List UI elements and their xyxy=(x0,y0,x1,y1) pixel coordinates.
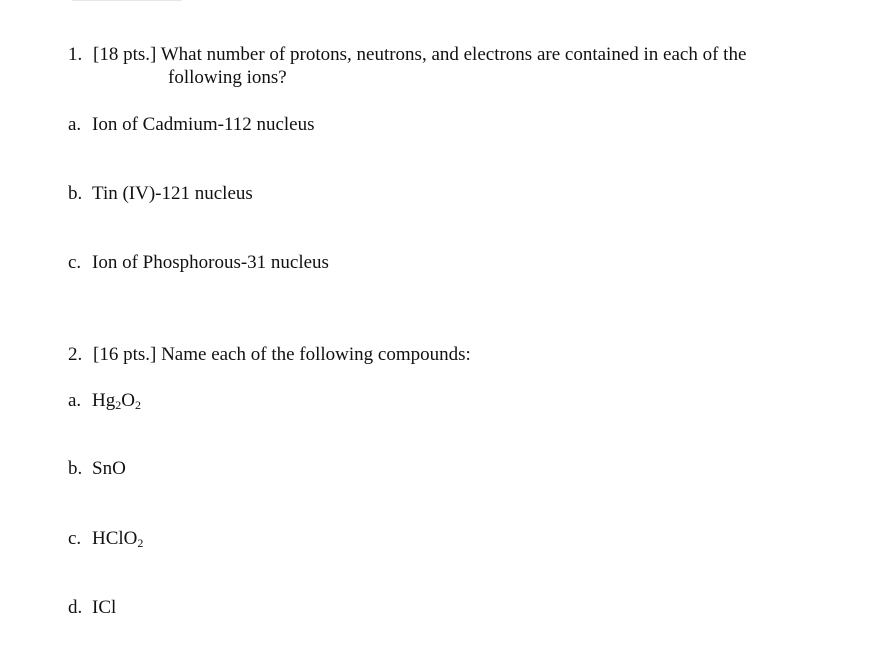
question-1-item-b-letter: b. xyxy=(68,183,83,204)
question-1-item-c-text: Ion of Phosphorous-31 nucleus xyxy=(92,252,329,273)
question-2-item-b-formula xyxy=(92,458,126,480)
question-2-item-b-letter: b. xyxy=(68,458,83,479)
question-1-item-a-text: Ion of Cadmium-112 nucleus xyxy=(92,114,315,135)
question-1-points: [18 pts.] xyxy=(93,44,157,65)
question-1-number: 1. xyxy=(68,44,83,65)
question-2-item-d-letter: d. xyxy=(68,597,83,618)
question-2-item-a-letter: a. xyxy=(68,390,82,411)
question-2-item-c-formula xyxy=(92,528,143,550)
formula-part: ICl xyxy=(92,597,117,618)
top-rule xyxy=(72,0,182,1)
question-2-prompt xyxy=(93,344,471,366)
question-2-item-c-letter: c. xyxy=(68,528,82,549)
question-1-item-c-letter: c. xyxy=(68,252,82,273)
question-2-text: Name each of the following compounds: xyxy=(161,344,471,365)
question-2-item-d-formula xyxy=(92,597,116,619)
question-2-points: [16 pts.] xyxy=(93,344,157,365)
formula-part: Hg xyxy=(92,390,116,411)
formula-subscript: 2 xyxy=(115,398,122,412)
formula-subscript: 2 xyxy=(134,398,141,412)
question-2-number: 2. xyxy=(68,344,83,365)
question-1-text-line1: What number of protons, neutrons, and electrons are contained in each of the xyxy=(160,44,747,65)
formula-part: O xyxy=(121,390,135,411)
question-1-item-b-text: Tin (IV)-121 nucleus xyxy=(92,183,253,204)
formula-subscript: 2 xyxy=(137,536,144,550)
question-2-item-a-formula xyxy=(92,390,141,412)
question-1-text-line2: following ions? xyxy=(168,67,287,88)
formula-part: SnO xyxy=(92,458,126,479)
question-1-prompt-line1 xyxy=(93,44,746,66)
formula-part: HClO xyxy=(92,528,138,549)
question-1-item-a-letter: a. xyxy=(68,114,82,135)
